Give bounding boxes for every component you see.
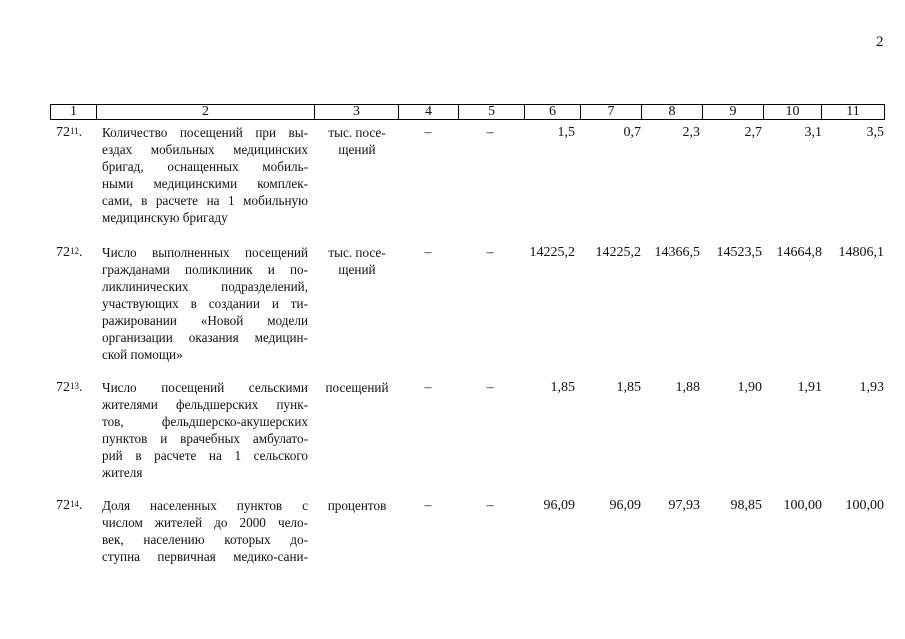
row-number: $72^{12}$. xyxy=(56,245,83,260)
row-unit: тыс. посе- щений xyxy=(328,245,386,277)
desc-line: ездах мобильных медицинских xyxy=(102,142,308,157)
header-col-5: 5 xyxy=(459,105,525,119)
col9-value: 14523,5 xyxy=(716,245,762,260)
row-number: $72^{13}$. xyxy=(56,380,83,395)
col7-value: 0,7 xyxy=(623,125,641,140)
desc-line: сами, в расчете на 1 мобильную xyxy=(102,193,308,208)
row-unit: посещений xyxy=(325,380,389,395)
col7-value: 1,85 xyxy=(616,380,641,395)
col4-value: – xyxy=(424,125,432,140)
col9-value: 1,90 xyxy=(737,380,762,395)
col11-value: 100,00 xyxy=(845,498,884,513)
page-number: 2 xyxy=(876,34,884,50)
row-number: $72^{11}$. xyxy=(56,125,83,140)
desc-line: жителя xyxy=(102,465,143,480)
header-col-11: 11 xyxy=(846,104,860,119)
col10-value: 1,91 xyxy=(797,380,822,395)
col5-value: – xyxy=(486,498,494,513)
row-description xyxy=(102,497,308,565)
table-header xyxy=(50,104,885,120)
desc-line: медицинскую бригаду xyxy=(102,210,228,225)
col8-value: 2,3 xyxy=(682,125,700,140)
header-col-9: 9 xyxy=(703,105,764,119)
desc-line: Количество посещений при вы- xyxy=(102,125,308,140)
col9-value: 98,85 xyxy=(730,498,762,513)
desc-line: Число выполненных посещений xyxy=(102,245,308,260)
desc-line: гражданами поликлиник и по- xyxy=(102,262,308,277)
header-col-6: 6 xyxy=(525,105,581,119)
row-unit: тыс. посе- щений xyxy=(328,125,386,157)
col5-value: – xyxy=(486,125,494,140)
row-number: $72^{14}$. xyxy=(56,498,83,513)
col7-value: 14225,2 xyxy=(595,245,641,260)
col6-value: 14225,2 xyxy=(529,245,575,260)
col10-value: 3,1 xyxy=(804,125,822,140)
col7-value: 96,09 xyxy=(609,498,641,513)
col6-value: 96,09 xyxy=(543,498,575,513)
desc-line: тов, фельдшерско-акушерских xyxy=(102,414,308,429)
desc-line: ской помощи» xyxy=(102,347,183,362)
col11-value: 3,5 xyxy=(866,125,884,140)
row-description xyxy=(102,244,308,363)
desc-line: числом жителей до 2000 чело- xyxy=(102,515,308,530)
col10-value: 100,00 xyxy=(783,498,822,513)
col8-value: 14366,5 xyxy=(654,245,700,260)
desc-line: Число посещений сельскими xyxy=(102,380,308,395)
desc-line: участвующих в создании и ти- xyxy=(102,296,308,311)
header-col-2: 2 xyxy=(97,105,315,119)
header-col-3: 3 xyxy=(315,105,399,119)
row-description xyxy=(102,124,308,226)
col10-value: 14664,8 xyxy=(776,245,822,260)
row-unit: процентов xyxy=(327,498,387,513)
desc-line: рий в расчете на 1 сельского xyxy=(102,448,308,463)
col11-value: 1,93 xyxy=(859,380,884,395)
col5-value: – xyxy=(486,380,494,395)
desc-line: ступна первичная медико-сани- xyxy=(102,549,308,564)
col4-value: – xyxy=(424,245,432,260)
col11-value: 14806,1 xyxy=(838,245,884,260)
desc-line: пунктов и врачебных амбулато- xyxy=(102,431,308,446)
header-col-7: 7 xyxy=(581,105,642,119)
col8-value: 97,93 xyxy=(668,498,700,513)
col9-value: 2,7 xyxy=(744,125,762,140)
desc-line: ликлинических подразделений, xyxy=(102,279,308,294)
header-col-10: 10 xyxy=(764,105,822,119)
col4-value: – xyxy=(424,380,432,395)
desc-line: жителями фельдшерских пунк- xyxy=(102,397,308,412)
header-col-8: 8 xyxy=(642,105,703,119)
col5-value: – xyxy=(486,245,494,260)
desc-line: ными медицинскими комплек- xyxy=(102,176,308,191)
col4-value: – xyxy=(424,498,432,513)
col6-value: 1,85 xyxy=(550,380,575,395)
header-col-1: 1 xyxy=(51,105,97,119)
col8-value: 1,88 xyxy=(675,380,700,395)
row-description xyxy=(102,379,308,481)
desc-line: век, населению которых до- xyxy=(102,532,308,547)
col6-value: 1,5 xyxy=(557,125,575,140)
desc-line: ражировании «Новой модели xyxy=(102,313,308,328)
desc-line: организации оказания медицин- xyxy=(102,330,308,345)
desc-line: бригад, оснащенных мобиль- xyxy=(102,159,308,174)
header-col-4: 4 xyxy=(399,105,459,119)
desc-line: Доля населенных пунктов с xyxy=(102,498,308,513)
